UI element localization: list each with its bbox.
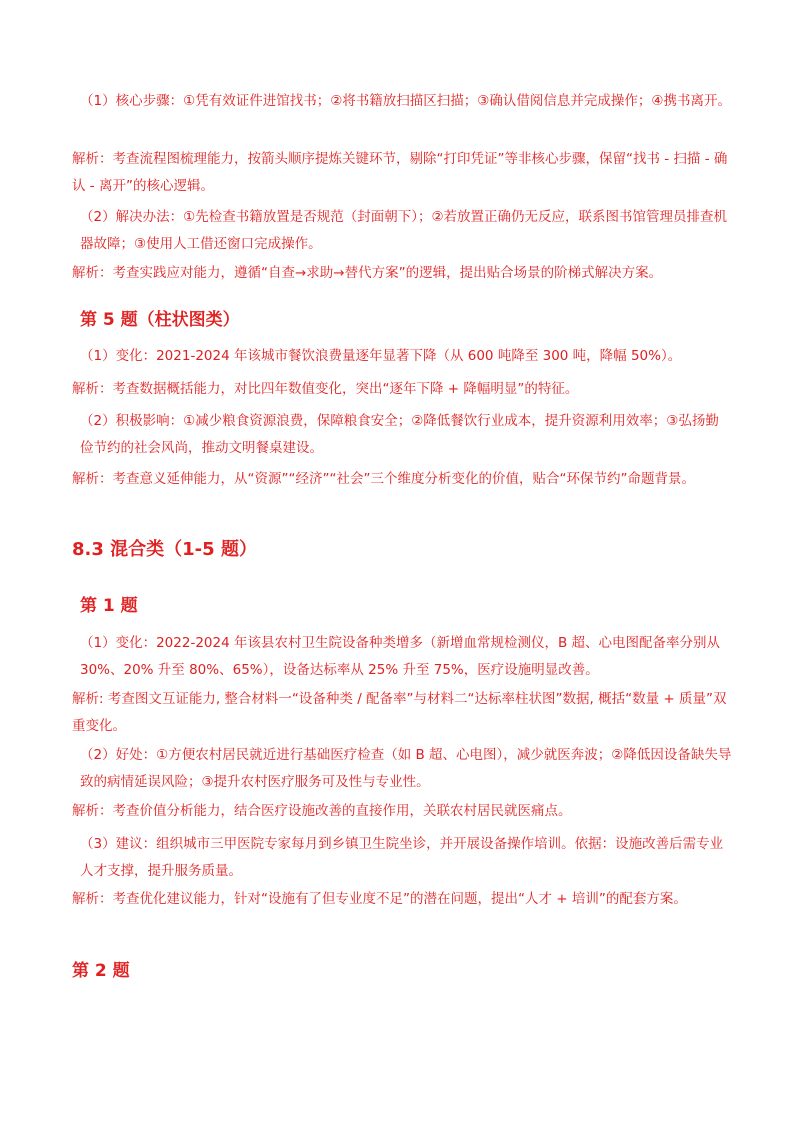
question-heading: 第 5 题（柱状图类） <box>80 310 240 330</box>
answer-paragraph: （2）积极影响：①减少粮食资源浪费，保障粮食安全；②降低餐饮行业成本，提升资源利用效率；③弘扬勤俭节约的社会风尚，推动文明餐桌建设。 <box>80 413 719 456</box>
analysis-paragraph: 解析：考查优化建议能力，针对“设施有了但专业度不足”的潜在问题，提出“人才 + 培训”的配套方案。 <box>72 891 687 907</box>
answer-paragraph: （1）变化：2022-2024 年该县农村卫生院设备种类增多（新增血常规检测仪，B 超、心电图配备率分别从 30%、20% 升至 80%、65%），设备达标率从 25% 升至 75%，医疗设施明显改善。 <box>80 635 721 678</box>
answer-paragraph: （1）核心步骤：①凭有效证件进馆找书；②将书籍放扫描区扫描；③确认借阅信息并完成操作；④携书离开。 <box>80 93 731 109</box>
section-heading: 8.3 混合类（1-5 题） <box>72 539 257 560</box>
analysis-paragraph: 解析：考查数据概括能力，对比四年数值变化，突出“逐年下降 + 降幅明显”的特征。 <box>72 381 579 397</box>
answer-paragraph: （2）解决办法：①先检查书籍放置是否规范（封面朝下）；②若放置正确仍无反应，联系图书馆管理员排查机器故障；③使用人工借还窗口完成操作。 <box>80 209 728 252</box>
question-heading: 第 1 题 <box>80 596 138 616</box>
analysis-paragraph: 解析：考查流程图梳理能力，按箭头顺序提炼关键环节，剔除“打印凭证”等非核心步骤，保留“找书 - 扫描 - 确认 - 离开”的核心逻辑。 <box>72 151 728 194</box>
answer-paragraph: （1）变化：2021-2024 年该城市餐饮浪费量逐年显著下降（从 600 吨降至 300 吨，降幅 50%）。 <box>80 348 682 364</box>
answer-paragraph: （3）建议：组织城市三甲医院专家每月到乡镇卫生院坐诊，并开展设备操作培训。依据：设施改善后需专业人才支撑，提升服务质量。 <box>80 836 724 879</box>
analysis-paragraph: 解析：考查实践应对能力，遵循“自查→求助→替代方案”的逻辑，提出贴合场景的阶梯式解决方案。 <box>72 265 663 281</box>
analysis-paragraph: 解析：考查价值分析能力，结合医疗设施改善的直接作用，关联农村居民就医痛点。 <box>72 803 572 819</box>
analysis-paragraph: 解析: 考查图文互证能力, 整合材料一“设备种类 / 配备率”与材料二“达标率柱状图”数据, 概括“数量 + 质量”双重变化。 <box>72 691 727 734</box>
answer-paragraph: （2）好处：①方便农村居民就近进行基础医疗检查（如 B 超、心电图），减少就医奔波；②降低因设备缺失导致的病情延误风险；③提升农村医疗服务可及性与专业性。 <box>80 747 732 790</box>
analysis-paragraph: 解析：考查意义延伸能力，从“资源”“经济”“社会”三个维度分析变化的价值，贴合“环保节约”命题背景。 <box>72 471 695 487</box>
question-heading: 第 2 题 <box>72 961 130 981</box>
